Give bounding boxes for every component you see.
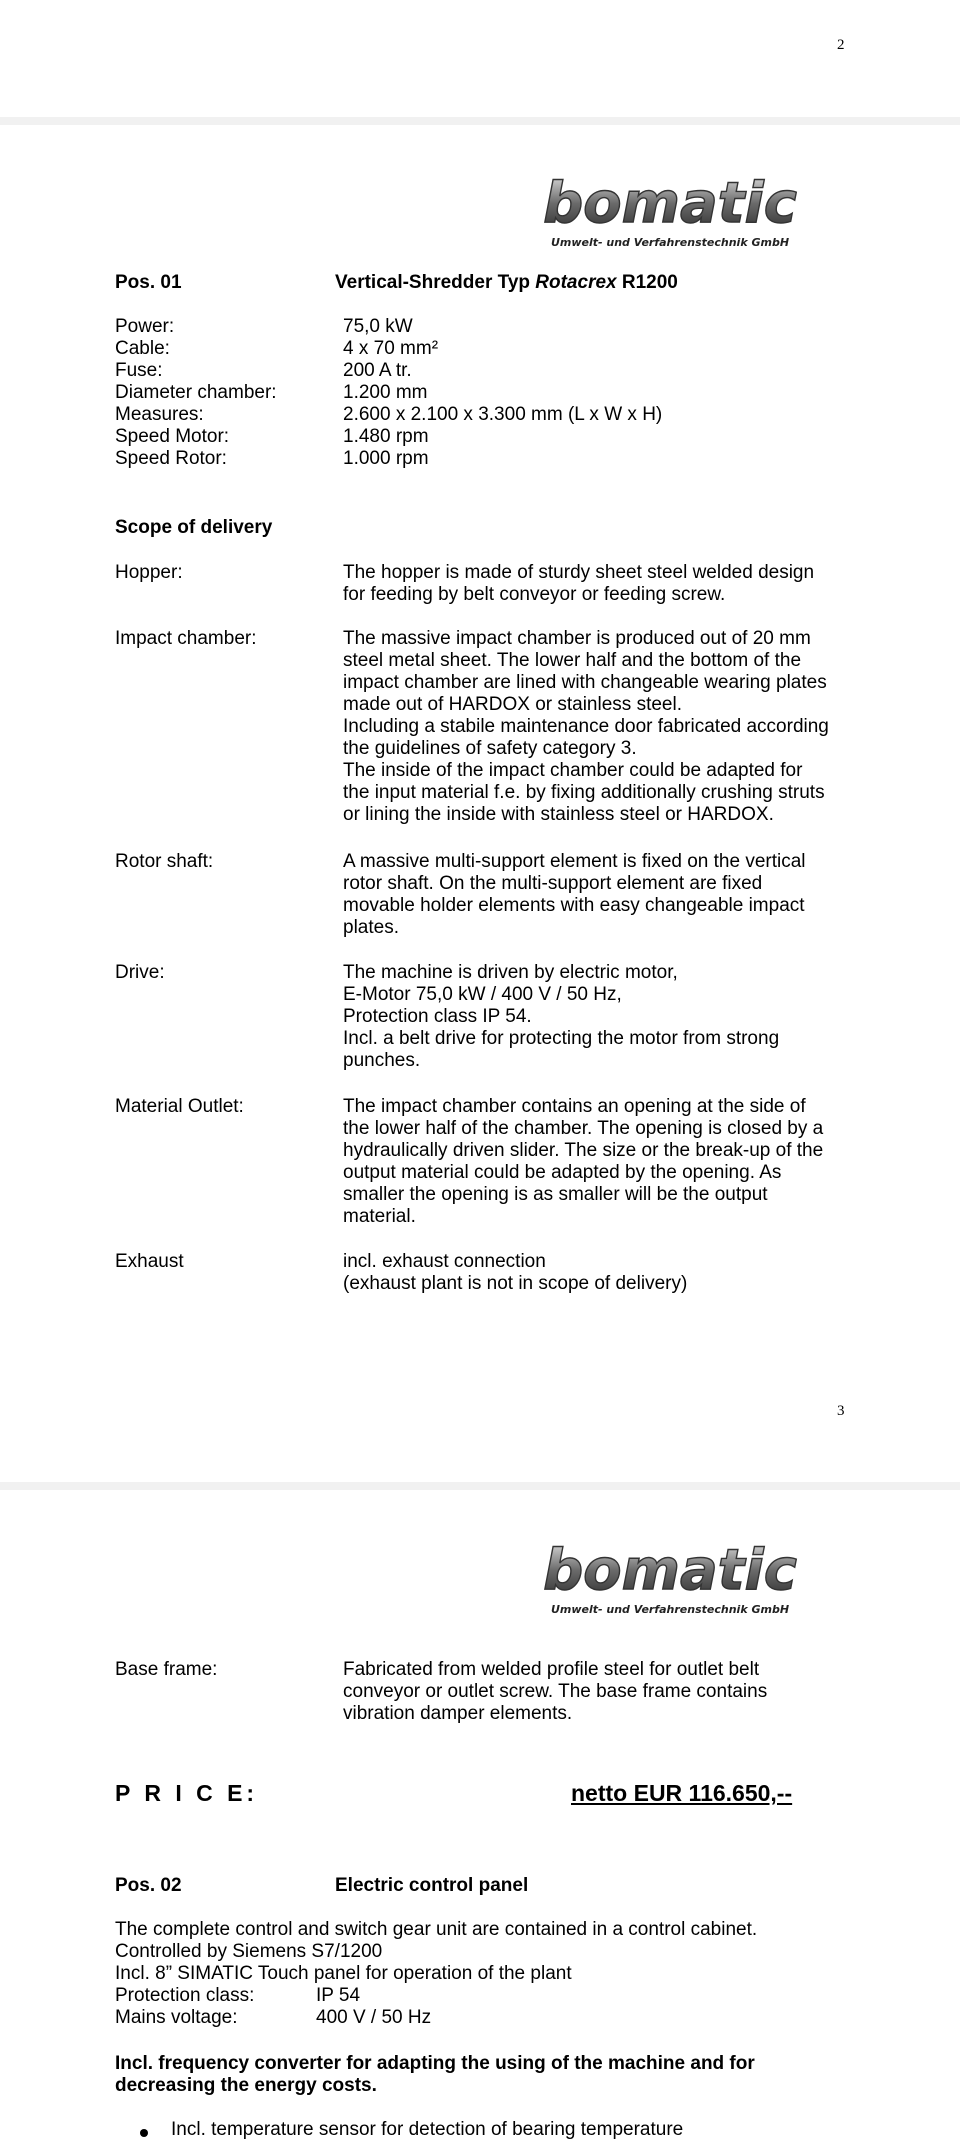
pos02-note — [115, 2053, 755, 2097]
spec-label: Measures: — [115, 404, 204, 425]
spec-value: 1.000 rpm — [343, 448, 429, 469]
text-line: plates. — [343, 917, 399, 938]
logo-wordmark: bomatic — [543, 172, 797, 236]
page-separator — [0, 117, 960, 125]
logo-tagline: Umwelt- und Verfahrenstechnik GmbH — [550, 1603, 790, 1616]
spec-value: 75,0 kW — [343, 316, 413, 337]
pos02-label: Pos. 02 — [115, 1875, 182, 1896]
pos01-title-italic: Rotacrex — [535, 272, 617, 293]
text-line: vibration damper elements. — [343, 1703, 573, 1724]
pos01-title-suffix: R1200 — [616, 272, 678, 293]
bullet-icon — [140, 2129, 148, 2137]
text-line: The complete control and switch gear unit are contained in a control cabinet. — [115, 1919, 758, 1940]
text-line: output material could be adapted by the opening. As — [343, 1162, 782, 1183]
section-label-material-outlet: Material Outlet: — [115, 1096, 244, 1117]
spec-value: 1.480 rpm — [343, 426, 429, 447]
spec-label: Power: — [115, 316, 175, 337]
text-line: E-Motor 75,0 kW / 400 V / 50 Hz, — [343, 984, 622, 1005]
spec-label: Cable: — [115, 338, 170, 359]
text-line: Fabricated from welded profile steel for outlet belt — [343, 1659, 760, 1680]
text-line: The massive impact chamber is produced out of 20 mm — [343, 628, 811, 649]
text-line: the lower half of the chamber. The opening is closed by a — [343, 1118, 824, 1139]
pos01-title-prefix: Vertical-Shredder Typ — [335, 272, 536, 293]
text-line: decreasing the energy costs. — [115, 2075, 377, 2096]
text-line: Including a stabile maintenance door fabricated according — [343, 716, 829, 737]
pos02-description — [115, 1919, 757, 1985]
text-line: punches. — [343, 1050, 421, 1071]
pos02-spec-label: Protection class: — [115, 1985, 255, 2006]
page-number: 3 — [837, 1403, 845, 1419]
text-line: movable holder elements with easy changeable impact — [343, 895, 805, 916]
pos02-spec-value: IP 54 — [316, 1985, 361, 2006]
spec-value: 2.600 x 2.100 x 3.300 mm (L x W x H) — [343, 404, 663, 425]
text-line: (exhaust plant is not in scope of delivery) — [343, 1273, 688, 1294]
text-line: Incl. frequency converter for adapting the using of the machine and for — [115, 2053, 755, 2074]
bullet-text: Incl. temperature sensor for detection of bearing temperature — [171, 2119, 684, 2140]
section-text-drive — [343, 962, 853, 1072]
section-label-rotor-shaft: Rotor shaft: — [115, 851, 214, 872]
section-text-rotor-shaft — [343, 851, 853, 939]
price-label: P R I C E: — [115, 1780, 259, 1806]
section-text-base-frame — [343, 1659, 853, 1725]
text-line: made out of HARDOX or stainless steel. — [343, 694, 682, 715]
spec-label: Fuse: — [115, 360, 163, 381]
text-line: for feeding by belt conveyor or feeding screw. — [343, 584, 726, 605]
text-line: the input material f.e. by fixing additionally crushing struts — [343, 782, 825, 803]
section-text-exhaust — [343, 1251, 853, 1295]
text-line: hydraulically driven slider. The size or the break-up of the — [343, 1140, 824, 1161]
text-line: Protection class IP 54. — [343, 1006, 532, 1027]
pos02-title: Electric control panel — [335, 1875, 529, 1896]
text-line: The hopper is made of sturdy sheet steel welded design — [343, 562, 815, 583]
spec-label: Speed Motor: — [115, 426, 230, 447]
section-label-exhaust: Exhaust — [115, 1251, 184, 1272]
text-line: incl. exhaust connection — [343, 1251, 546, 1272]
spec-value: 4 x 70 mm² — [343, 338, 439, 359]
spec-label: Diameter chamber: — [115, 382, 277, 403]
section-label-drive: Drive: — [115, 962, 165, 983]
text-line: Incl. 8” SIMATIC Touch panel for operation of the plant — [115, 1963, 572, 1984]
pos02-spec-value: 400 V / 50 Hz — [316, 2007, 432, 2028]
text-line: A massive multi-support element is fixed on the vertical — [343, 851, 806, 872]
spec-value: 1.200 mm — [343, 382, 428, 403]
pos02-spec-label: Mains voltage: — [115, 2007, 238, 2028]
bomatic-logo-graphic — [522, 172, 818, 252]
text-line: Incl. a belt drive for protecting the motor from strong — [343, 1028, 780, 1049]
spec-value: 200 A tr. — [343, 360, 412, 381]
pos01-label: Pos. 01 — [115, 272, 182, 293]
scope-heading: Scope of delivery — [115, 517, 273, 538]
text-line: The impact chamber contains an opening at the side of — [343, 1096, 806, 1117]
spec-label: Speed Rotor: — [115, 448, 227, 469]
section-label-base-frame: Base frame: — [115, 1659, 218, 1680]
section-text-impact-chamber — [343, 628, 853, 826]
text-line: the guidelines of safety category 3. — [343, 738, 637, 759]
logo-wordmark: bomatic — [543, 1539, 797, 1603]
text-line: impact chamber are lined with changeable wearing plates — [343, 672, 827, 693]
section-text-material-outlet — [343, 1096, 853, 1228]
page-number: 2 — [837, 37, 845, 53]
text-line: The machine is driven by electric motor, — [343, 962, 678, 983]
section-label-impact-chamber: Impact chamber: — [115, 628, 257, 649]
section-label-hopper: Hopper: — [115, 562, 183, 583]
page-separator — [0, 1482, 960, 1490]
text-line: steel metal sheet. The lower half and the bottom of the — [343, 650, 802, 671]
bomatic-logo-graphic — [522, 1539, 818, 1619]
text-line: conveyor or outlet screw. The base frame contains — [343, 1681, 768, 1702]
section-text-hopper — [343, 562, 853, 606]
bomatic-logo — [522, 1539, 818, 1619]
price-value: netto EUR 116.650,-- — [571, 1780, 793, 1806]
bomatic-logo — [522, 172, 818, 252]
text-line: or lining the inside with stainless steel or HARDOX. — [343, 804, 774, 825]
text-line: material. — [343, 1206, 416, 1227]
text-line: smaller the opening is as smaller will be the output — [343, 1184, 768, 1205]
text-line: rotor shaft. On the multi-support element are fixed — [343, 873, 763, 894]
logo-tagline: Umwelt- und Verfahrenstechnik GmbH — [550, 236, 790, 249]
pos01-title — [335, 272, 678, 294]
text-line: The inside of the impact chamber could be adapted for — [343, 760, 803, 781]
text-line: Controlled by Siemens S7/1200 — [115, 1941, 383, 1962]
